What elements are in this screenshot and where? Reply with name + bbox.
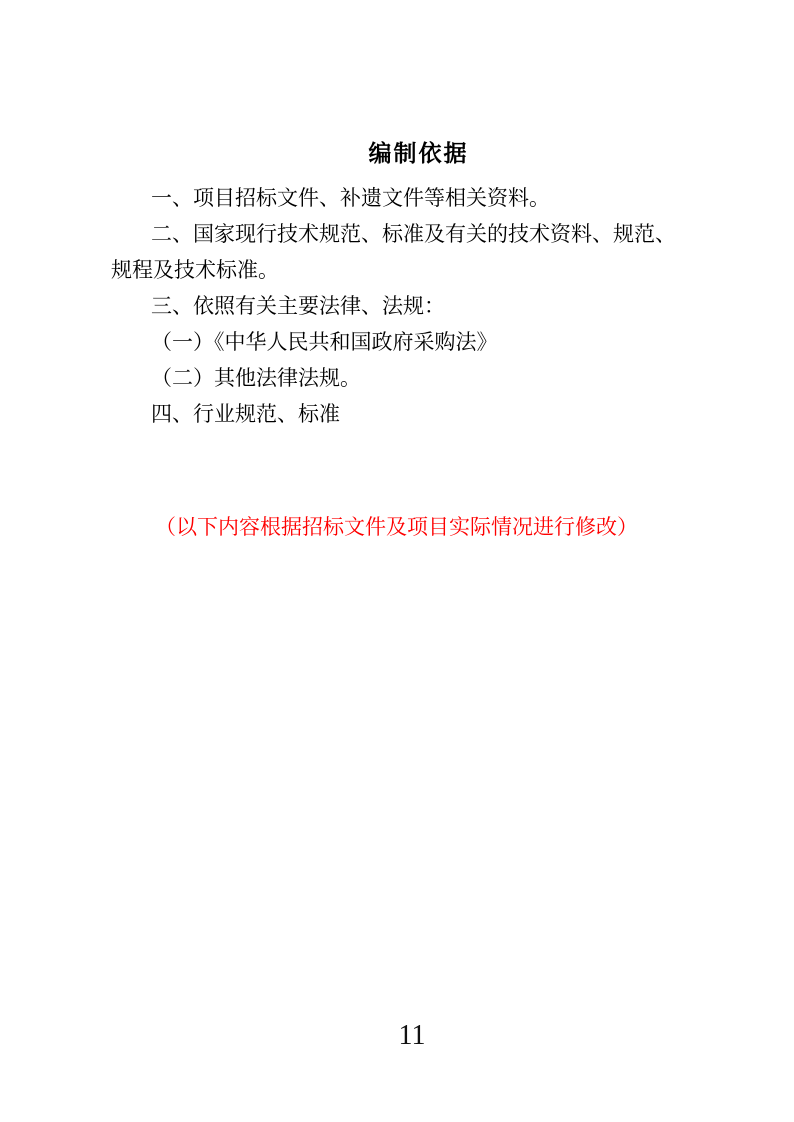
text-line: 二、国家现行技术规范、标准及有关的技术资料、规范、	[151, 222, 676, 246]
text-line: 三、依照有关主要法律、法规：	[151, 294, 445, 318]
text-line: 四、行业规范、标准	[151, 402, 340, 426]
page-title: 编制依据	[368, 140, 469, 166]
text-line: 一、项目招标文件、补遗文件等相关资料。	[151, 186, 550, 210]
page-footer	[0, 1019, 794, 1053]
text-line: 规程及技术标准。	[111, 258, 279, 282]
document-body	[111, 180, 686, 432]
revision-note: （以下内容根据招标文件及项目实际情况进行修改）	[155, 515, 638, 539]
text-line: （一）《中华人民共和国政府采购法》	[151, 330, 498, 354]
page-number: 11	[398, 1020, 426, 1051]
text-line: （二）其他法律法规。	[151, 366, 361, 390]
